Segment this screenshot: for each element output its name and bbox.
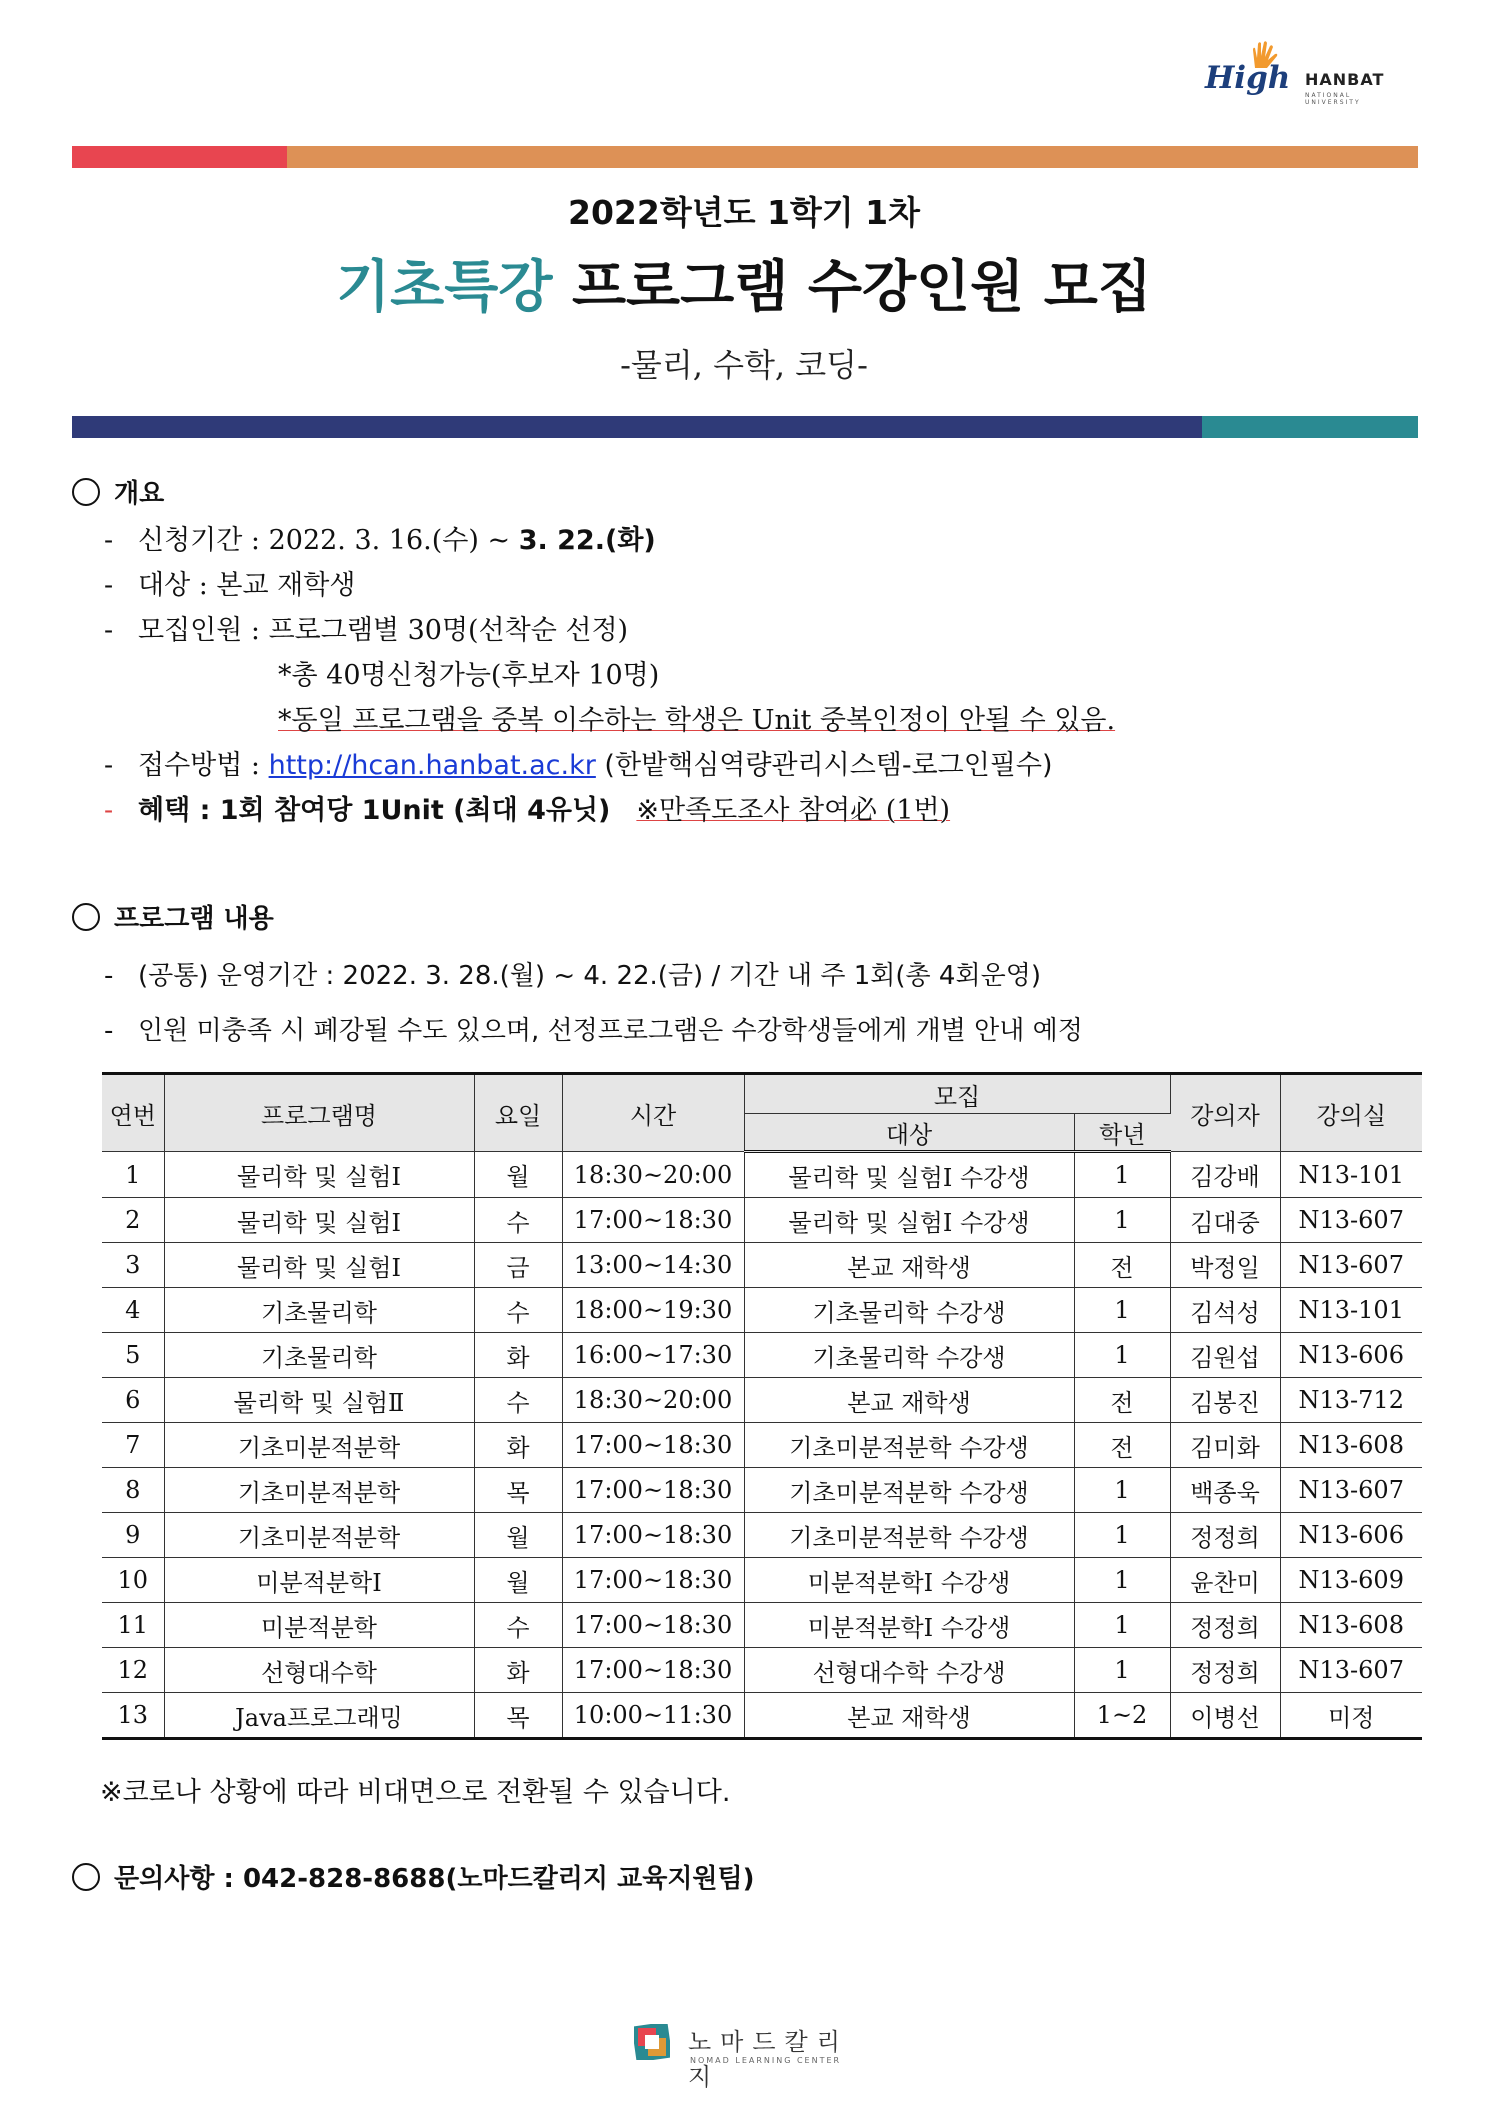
cell-name: 미분적분학Ⅰ bbox=[164, 1558, 474, 1603]
cell-time: 13:00~14:30 bbox=[562, 1243, 744, 1288]
bottom-bar-teal-segment bbox=[1202, 416, 1418, 438]
cell-day: 목 bbox=[474, 1693, 562, 1739]
header-recruit: 모집 bbox=[744, 1074, 1170, 1114]
circle-bullet-icon bbox=[72, 903, 100, 931]
apply-link[interactable]: http://hcan.hanbat.ac.kr bbox=[268, 750, 596, 781]
cell-time: 16:00~17:30 bbox=[562, 1333, 744, 1378]
cell-name: 기초물리학 bbox=[164, 1288, 474, 1333]
cell-no: 2 bbox=[102, 1198, 164, 1243]
cell-time: 17:00~18:30 bbox=[562, 1423, 744, 1468]
cell-day: 화 bbox=[474, 1333, 562, 1378]
cell-day: 목 bbox=[474, 1468, 562, 1513]
cell-day: 화 bbox=[474, 1648, 562, 1693]
overview-heading: 개요 bbox=[72, 473, 164, 510]
cell-no: 1 bbox=[102, 1152, 164, 1198]
cell-grade: 1 bbox=[1074, 1333, 1170, 1378]
cell-room: N13-607 bbox=[1280, 1468, 1422, 1513]
table-row bbox=[102, 1468, 1422, 1513]
cell-room: N13-712 bbox=[1280, 1378, 1422, 1423]
cell-lecturer: 정정희 bbox=[1170, 1513, 1280, 1558]
cell-no: 5 bbox=[102, 1333, 164, 1378]
overview-benefit: - 혜택 : 1회 참여당 1Unit (최대 4유닛) ※만족도조사 참여必 (1번) bbox=[104, 795, 951, 826]
cell-time: 17:00~18:30 bbox=[562, 1468, 744, 1513]
table-row bbox=[102, 1198, 1422, 1243]
cell-target: 본교 재학생 bbox=[744, 1693, 1074, 1739]
cell-lecturer: 김석성 bbox=[1170, 1288, 1280, 1333]
cell-target: 기초미분적분학 수강생 bbox=[744, 1468, 1074, 1513]
cell-target: 미분적분학Ⅰ 수강생 bbox=[744, 1603, 1074, 1648]
overview-recruit: - 모집인원 : 프로그램별 30명(선착순 선정) bbox=[104, 615, 629, 646]
cell-grade: 1 bbox=[1074, 1288, 1170, 1333]
table-row bbox=[102, 1603, 1422, 1648]
cell-target: 기초미분적분학 수강생 bbox=[744, 1513, 1074, 1558]
logo-high-text: High bbox=[1205, 60, 1291, 96]
cell-grade: 1~2 bbox=[1074, 1693, 1170, 1739]
table-row bbox=[102, 1288, 1422, 1333]
cell-target: 본교 재학생 bbox=[744, 1378, 1074, 1423]
table-row bbox=[102, 1648, 1422, 1693]
cell-day: 월 bbox=[474, 1152, 562, 1198]
overview-note1: *총 40명신청가능(후보자 10명) bbox=[278, 660, 660, 691]
cell-no: 11 bbox=[102, 1603, 164, 1648]
table-row bbox=[102, 1243, 1422, 1288]
circle-bullet-icon bbox=[72, 478, 100, 506]
cell-grade: 1 bbox=[1074, 1152, 1170, 1198]
cell-room: N13-101 bbox=[1280, 1288, 1422, 1333]
cell-room: N13-101 bbox=[1280, 1152, 1422, 1198]
header-top-bar bbox=[72, 146, 1418, 168]
header-grade: 학년 bbox=[1074, 1114, 1170, 1152]
cell-lecturer: 김원섭 bbox=[1170, 1333, 1280, 1378]
cell-name: 기초미분적분학 bbox=[164, 1468, 474, 1513]
table-row bbox=[102, 1378, 1422, 1423]
cell-time: 17:00~18:30 bbox=[562, 1648, 744, 1693]
cell-lecturer: 김미화 bbox=[1170, 1423, 1280, 1468]
table-row bbox=[102, 1558, 1422, 1603]
overview-target: - 대상 : 본교 재학생 bbox=[104, 570, 356, 601]
cell-lecturer: 윤찬미 bbox=[1170, 1558, 1280, 1603]
cell-day: 수 bbox=[474, 1198, 562, 1243]
cell-target: 기초미분적분학 수강생 bbox=[744, 1423, 1074, 1468]
header-name: 프로그램명 bbox=[164, 1074, 474, 1152]
nomad-logo-icon bbox=[634, 2024, 670, 2060]
header-bottom-bar bbox=[72, 416, 1418, 438]
cell-lecturer: 김봉진 bbox=[1170, 1378, 1280, 1423]
table-row bbox=[102, 1152, 1422, 1198]
contact-heading: 문의사항 : 042-828-8688(노마드칼리지 교육지원팀) bbox=[72, 1858, 755, 1895]
cell-target: 물리학 및 실험Ⅰ 수강생 bbox=[744, 1152, 1074, 1198]
table-row bbox=[102, 1423, 1422, 1468]
cell-lecturer: 김강배 bbox=[1170, 1152, 1280, 1198]
cell-name: 물리학 및 실험Ⅰ bbox=[164, 1152, 474, 1198]
footer-logo bbox=[628, 2018, 878, 2091]
cell-grade: 1 bbox=[1074, 1513, 1170, 1558]
cell-grade: 1 bbox=[1074, 1648, 1170, 1693]
table-row bbox=[102, 1693, 1422, 1739]
footer-name-kr: 노마드칼리지 bbox=[688, 2028, 849, 2091]
cell-time: 18:30~20:00 bbox=[562, 1152, 744, 1198]
title-rest: 프로그램 수강인원 모집 bbox=[552, 255, 1152, 320]
logo-subtitle: NATIONAL UNIVERSITY bbox=[1305, 92, 1361, 106]
cell-room: N13-607 bbox=[1280, 1648, 1422, 1693]
bottom-bar-navy-segment bbox=[72, 416, 1202, 438]
cell-lecturer: 박정일 bbox=[1170, 1243, 1280, 1288]
cell-time: 17:00~18:30 bbox=[562, 1513, 744, 1558]
footnote: ※코로나 상황에 따라 비대면으로 전환될 수 있습니다. bbox=[100, 1777, 731, 1808]
cell-room: N13-608 bbox=[1280, 1603, 1422, 1648]
cell-day: 수 bbox=[474, 1288, 562, 1333]
cell-name: 물리학 및 실험Ⅱ bbox=[164, 1378, 474, 1423]
cell-target: 미분적분학Ⅰ 수강생 bbox=[744, 1558, 1074, 1603]
university-logo bbox=[1205, 40, 1405, 106]
cell-day: 수 bbox=[474, 1603, 562, 1648]
cell-no: 7 bbox=[102, 1423, 164, 1468]
cell-room: N13-606 bbox=[1280, 1333, 1422, 1378]
footer-name-en: NOMAD LEARNING CENTER bbox=[690, 2056, 842, 2065]
cell-lecturer: 백종욱 bbox=[1170, 1468, 1280, 1513]
title-subjects: -물리, 수학, 코딩- bbox=[620, 346, 868, 384]
cell-name: 기초미분적분학 bbox=[164, 1423, 474, 1468]
title-semester: 2022학년도 1학기 1차 bbox=[567, 193, 920, 232]
cell-room: N13-608 bbox=[1280, 1423, 1422, 1468]
cell-day: 수 bbox=[474, 1378, 562, 1423]
cell-name: 선형대수학 bbox=[164, 1648, 474, 1693]
cell-target: 선형대수학 수강생 bbox=[744, 1648, 1074, 1693]
cell-no: 12 bbox=[102, 1648, 164, 1693]
header-time: 시간 bbox=[562, 1074, 744, 1152]
program-period: - (공통) 운영기간 : 2022. 3. 28.(월) ~ 4. 22.(금) / 기간 내 주 1회(총 4회운영) bbox=[104, 961, 1041, 991]
cell-name: 미분적분학 bbox=[164, 1603, 474, 1648]
cell-grade: 전 bbox=[1074, 1423, 1170, 1468]
program-notice: - 인원 미충족 시 폐강될 수도 있으며, 선정프로그램은 수강학생들에게 개별 안내 예정 bbox=[104, 1016, 1083, 1046]
cell-day: 월 bbox=[474, 1513, 562, 1558]
table-row bbox=[102, 1513, 1422, 1558]
cell-name: 기초미분적분학 bbox=[164, 1513, 474, 1558]
cell-room: 미정 bbox=[1280, 1693, 1422, 1739]
cell-time: 17:00~18:30 bbox=[562, 1603, 744, 1648]
cell-grade: 1 bbox=[1074, 1198, 1170, 1243]
cell-grade: 전 bbox=[1074, 1378, 1170, 1423]
cell-time: 17:00~18:30 bbox=[562, 1558, 744, 1603]
program-table bbox=[102, 1072, 1422, 1740]
cell-day: 화 bbox=[474, 1423, 562, 1468]
cell-time: 17:00~18:30 bbox=[562, 1198, 744, 1243]
cell-no: 3 bbox=[102, 1243, 164, 1288]
top-bar-orange-segment bbox=[287, 146, 1418, 168]
cell-name: 물리학 및 실험Ⅰ bbox=[164, 1198, 474, 1243]
cell-grade: 1 bbox=[1074, 1558, 1170, 1603]
cell-time: 18:30~20:00 bbox=[562, 1378, 744, 1423]
overview-apply: - 접수방법 : http://hcan.hanbat.ac.kr (한밭핵심역량관리시스템-로그인필수) bbox=[104, 750, 1053, 781]
header-no: 연번 bbox=[102, 1074, 164, 1152]
cell-no: 4 bbox=[102, 1288, 164, 1333]
title-highlight: 기초특강 bbox=[336, 255, 553, 320]
cell-lecturer: 김대중 bbox=[1170, 1198, 1280, 1243]
cell-target: 기초물리학 수강생 bbox=[744, 1288, 1074, 1333]
cell-grade: 전 bbox=[1074, 1243, 1170, 1288]
cell-no: 8 bbox=[102, 1468, 164, 1513]
cell-day: 월 bbox=[474, 1558, 562, 1603]
header-room: 강의실 bbox=[1280, 1074, 1422, 1152]
cell-lecturer: 정정희 bbox=[1170, 1603, 1280, 1648]
cell-lecturer: 정정희 bbox=[1170, 1648, 1280, 1693]
header-lecturer: 강의자 bbox=[1170, 1074, 1280, 1152]
cell-grade: 1 bbox=[1074, 1603, 1170, 1648]
top-bar-red-segment bbox=[72, 146, 287, 168]
cell-day: 금 bbox=[474, 1243, 562, 1288]
cell-room: N13-607 bbox=[1280, 1198, 1422, 1243]
cell-no: 10 bbox=[102, 1558, 164, 1603]
cell-room: N13-606 bbox=[1280, 1513, 1422, 1558]
cell-time: 10:00~11:30 bbox=[562, 1693, 744, 1739]
cell-no: 13 bbox=[102, 1693, 164, 1739]
cell-room: N13-607 bbox=[1280, 1243, 1422, 1288]
cell-target: 본교 재학생 bbox=[744, 1243, 1074, 1288]
program-heading: 프로그램 내용 bbox=[72, 898, 274, 935]
header-target: 대상 bbox=[744, 1114, 1074, 1152]
cell-name: Java프로그래밍 bbox=[164, 1693, 474, 1739]
header-day: 요일 bbox=[474, 1074, 562, 1152]
cell-no: 6 bbox=[102, 1378, 164, 1423]
overview-note2: *동일 프로그램을 중복 이수하는 학생은 Unit 중복인정이 안될 수 있음. bbox=[278, 705, 1116, 736]
cell-target: 물리학 및 실험Ⅰ 수강생 bbox=[744, 1198, 1074, 1243]
page-title bbox=[0, 243, 1488, 323]
overview-period: - 신청기간 : 2022. 3. 16.(수) ~ 3. 22.(화) bbox=[104, 525, 656, 556]
cell-target: 기초물리학 수강생 bbox=[744, 1333, 1074, 1378]
cell-name: 기초물리학 bbox=[164, 1333, 474, 1378]
cell-time: 18:00~19:30 bbox=[562, 1288, 744, 1333]
table-row bbox=[102, 1333, 1422, 1378]
cell-no: 9 bbox=[102, 1513, 164, 1558]
logo-name: HANBAT bbox=[1305, 70, 1385, 89]
cell-grade: 1 bbox=[1074, 1468, 1170, 1513]
cell-room: N13-609 bbox=[1280, 1558, 1422, 1603]
cell-name: 물리학 및 실험Ⅰ bbox=[164, 1243, 474, 1288]
cell-lecturer: 이병선 bbox=[1170, 1693, 1280, 1739]
circle-bullet-icon bbox=[72, 1863, 100, 1891]
